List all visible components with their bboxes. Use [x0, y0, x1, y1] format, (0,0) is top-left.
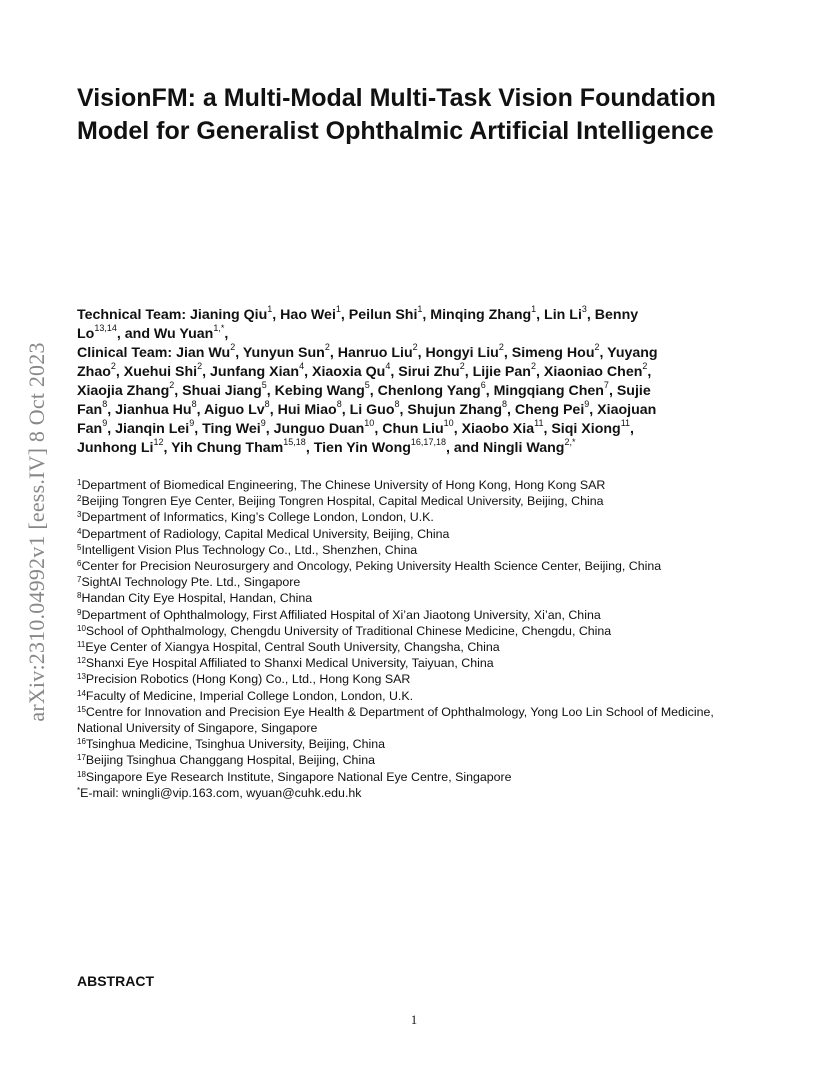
- affiliation-item: [77, 477, 767, 493]
- author-list: [77, 306, 737, 458]
- affiliation-text: Faculty of Medicine, Imperial College London, London, U.K.: [85, 688, 414, 703]
- title-line: VisionFM: a Multi-Modal Multi-Task Vision Foundation: [77, 84, 716, 112]
- title-line: Model for Generalist Ophthalmic Artificial Intelligence: [77, 117, 714, 145]
- affiliation-text: Beijing Tongren Eye Center, Beijing Tongren Hospital, Capital Medical University, Beijing, China: [81, 494, 604, 509]
- author-line: Fan$^8$, Jianhua Hu$^8$, Aiguo Lv$^8$, Hui Miao$^8$, Li Guo$^8$, Shujun Zhang$^8$, Cheng Pei$^9$, Xiaojuan: [77, 399, 657, 418]
- affiliation-text: Department of Radiology, Capital Medical University, Beijing, China: [81, 526, 450, 541]
- affiliation-text: SightAI Technology Pte. Ltd., Singapore: [81, 575, 301, 590]
- team-label-technical: Technical Team:: [77, 307, 187, 323]
- arxiv-identifier-text: arXiv:2310.04992v1 [eess.IV] 8 Oct 2023: [24, 342, 49, 722]
- affiliation-item: [77, 720, 767, 736]
- author-line: Technical Team: Jianing Qiu$^1$, Hao Wei$^1$, Peilun Shi$^1$, Minqing Zhang$^1$, Lin Li$^3$, Benny: [77, 304, 639, 323]
- affiliation-item: [77, 655, 767, 671]
- affiliation-text: Department of Biomedical Engineering, The Chinese University of Hong Kong, Hong Kong SAR: [81, 478, 606, 492]
- affiliation-text: National University of Singapore, Singapore: [77, 721, 318, 736]
- affiliation-item: [77, 542, 767, 558]
- affiliation-text: E-mail: wningli@vip.163.com, wyuan@cuhk.edu.hk: [80, 785, 362, 800]
- affiliation-marker: 14: [77, 688, 86, 698]
- author-line: Fan$^9$, Jianqin Lei$^9$, Ting Wei$^9$, Junguo Duan$^{10}$, Chun Liu$^{10}$, Xiaobo Xia$^{11}$, Siqi Xiong$^{11}$,: [77, 418, 634, 437]
- affiliation-marker: 6: [77, 559, 82, 569]
- affiliation-item: [77, 590, 767, 606]
- affiliation-list: [77, 477, 767, 801]
- affiliation-text: Handan City Eye Hospital, Handan, China: [81, 591, 313, 606]
- affiliation-text: School of Ophthalmology, Chengdu University of Traditional Chinese Medicine, Chengdu, China: [85, 623, 612, 638]
- affiliation-text: Eye Center of Xiangya Hospital, Central South University, Changsha, China: [85, 640, 500, 655]
- affiliation-marker: 10: [77, 623, 86, 633]
- affiliation-item: [77, 509, 767, 525]
- affiliation-marker: 4: [77, 526, 82, 536]
- affiliation-text: Department of Ophthalmology, First Affiliated Hospital of Xi’an Jiaotong University, Xi’an, China: [81, 607, 601, 622]
- affiliation-item: [77, 769, 767, 785]
- affiliation-item: [77, 671, 767, 687]
- affiliation-marker: 17: [77, 753, 86, 763]
- affiliation-marker: 7: [77, 575, 82, 585]
- affiliation-item: [77, 639, 767, 655]
- affiliation-text: Singapore Eye Research Institute, Singapore National Eye Centre, Singapore: [85, 769, 512, 784]
- affiliation-marker: 16: [77, 737, 86, 747]
- affiliation-marker: 11: [77, 640, 86, 650]
- author-line: Xiaojia Zhang$^2$, Shuai Jiang$^5$, Kebing Wang$^5$, Chenlong Yang$^6$, Mingqiang Chen$^7$, Sujie: [77, 380, 651, 399]
- affiliation-item: [77, 704, 767, 720]
- affiliation-marker: 12: [77, 656, 86, 666]
- affiliation-item: [77, 574, 767, 590]
- affiliation-marker: 8: [77, 591, 82, 601]
- affiliation-text: Centre for Innovation and Precision Eye Health & Department of Ophthalmology, Yong Loo Lin School of Medicine,: [85, 704, 714, 719]
- affiliation-text: Precision Robotics (Hong Kong) Co., Ltd., Hong Kong SAR: [85, 672, 411, 687]
- affiliation-text: Beijing Tsinghua Changgang Hospital, Beijing, China: [85, 753, 375, 768]
- affiliation-text: Intelligent Vision Plus Technology Co., Ltd., Shenzhen, China: [81, 542, 418, 557]
- page-number: 1: [410, 1013, 418, 1027]
- affiliation-item: [77, 526, 767, 542]
- affiliation-item: [77, 558, 767, 574]
- affiliation-marker: 3: [77, 510, 82, 520]
- team-label-clinical: Clinical Team:: [77, 345, 173, 361]
- affiliation-item: [77, 752, 767, 768]
- author-line: Lo$^{13,14}$, and Wu Yuan$^{1,*}$,: [77, 323, 229, 342]
- affiliation-item: [77, 736, 767, 752]
- affiliation-item: [77, 688, 767, 704]
- paper-title: [77, 82, 777, 148]
- affiliation-item: [77, 493, 767, 509]
- affiliation-marker: 13: [77, 672, 86, 682]
- affiliation-item: [77, 623, 767, 639]
- affiliation-marker: 5: [77, 542, 82, 552]
- author-line: Clinical Team: Jian Wu$^2$, Yunyun Sun$^2$, Hanruo Liu$^2$, Hongyi Liu$^2$, Simeng Hou$^2$, Yuyang: [77, 342, 658, 361]
- affiliation-text: Tsinghua Medicine, Tsinghua University, Beijing, China: [85, 737, 386, 752]
- affiliation-text: Shanxi Eye Hospital Affiliated to Shanxi Medical University, Taiyuan, China: [85, 656, 494, 671]
- abstract-heading: ABSTRACT: [77, 973, 154, 989]
- affiliation-item: [77, 607, 767, 623]
- arxiv-identifier: [22, 292, 52, 772]
- affiliation-text: Department of Informatics, King’s College London, London, U.K.: [81, 510, 434, 525]
- affiliation-text: Center for Precision Neurosurgery and Oncology, Peking University Health Science Center, Beijing, China: [81, 559, 662, 574]
- affiliation-marker: 1: [77, 478, 82, 487]
- affiliation-item: [77, 785, 767, 801]
- affiliation-marker: *: [77, 785, 81, 795]
- affiliation-marker: 2: [77, 494, 82, 504]
- affiliation-marker: 15: [77, 704, 86, 714]
- author-line: Junhong Li$^{12}$, Yih Chung Tham$^{15,18}$, Tien Yin Wong$^{16,17,18}$, and Ningli Wang$^{2,*}$: [77, 437, 576, 456]
- affiliation-marker: 9: [77, 607, 82, 617]
- affiliation-marker: 18: [77, 769, 86, 779]
- author-line: Zhao$^2$, Xuehui Shi$^2$, Junfang Xian$^4$, Xiaoxia Qu$^4$, Sirui Zhu$^2$, Lijie Pan$^2$, Xiaoniao Chen$^2$,: [77, 361, 652, 380]
